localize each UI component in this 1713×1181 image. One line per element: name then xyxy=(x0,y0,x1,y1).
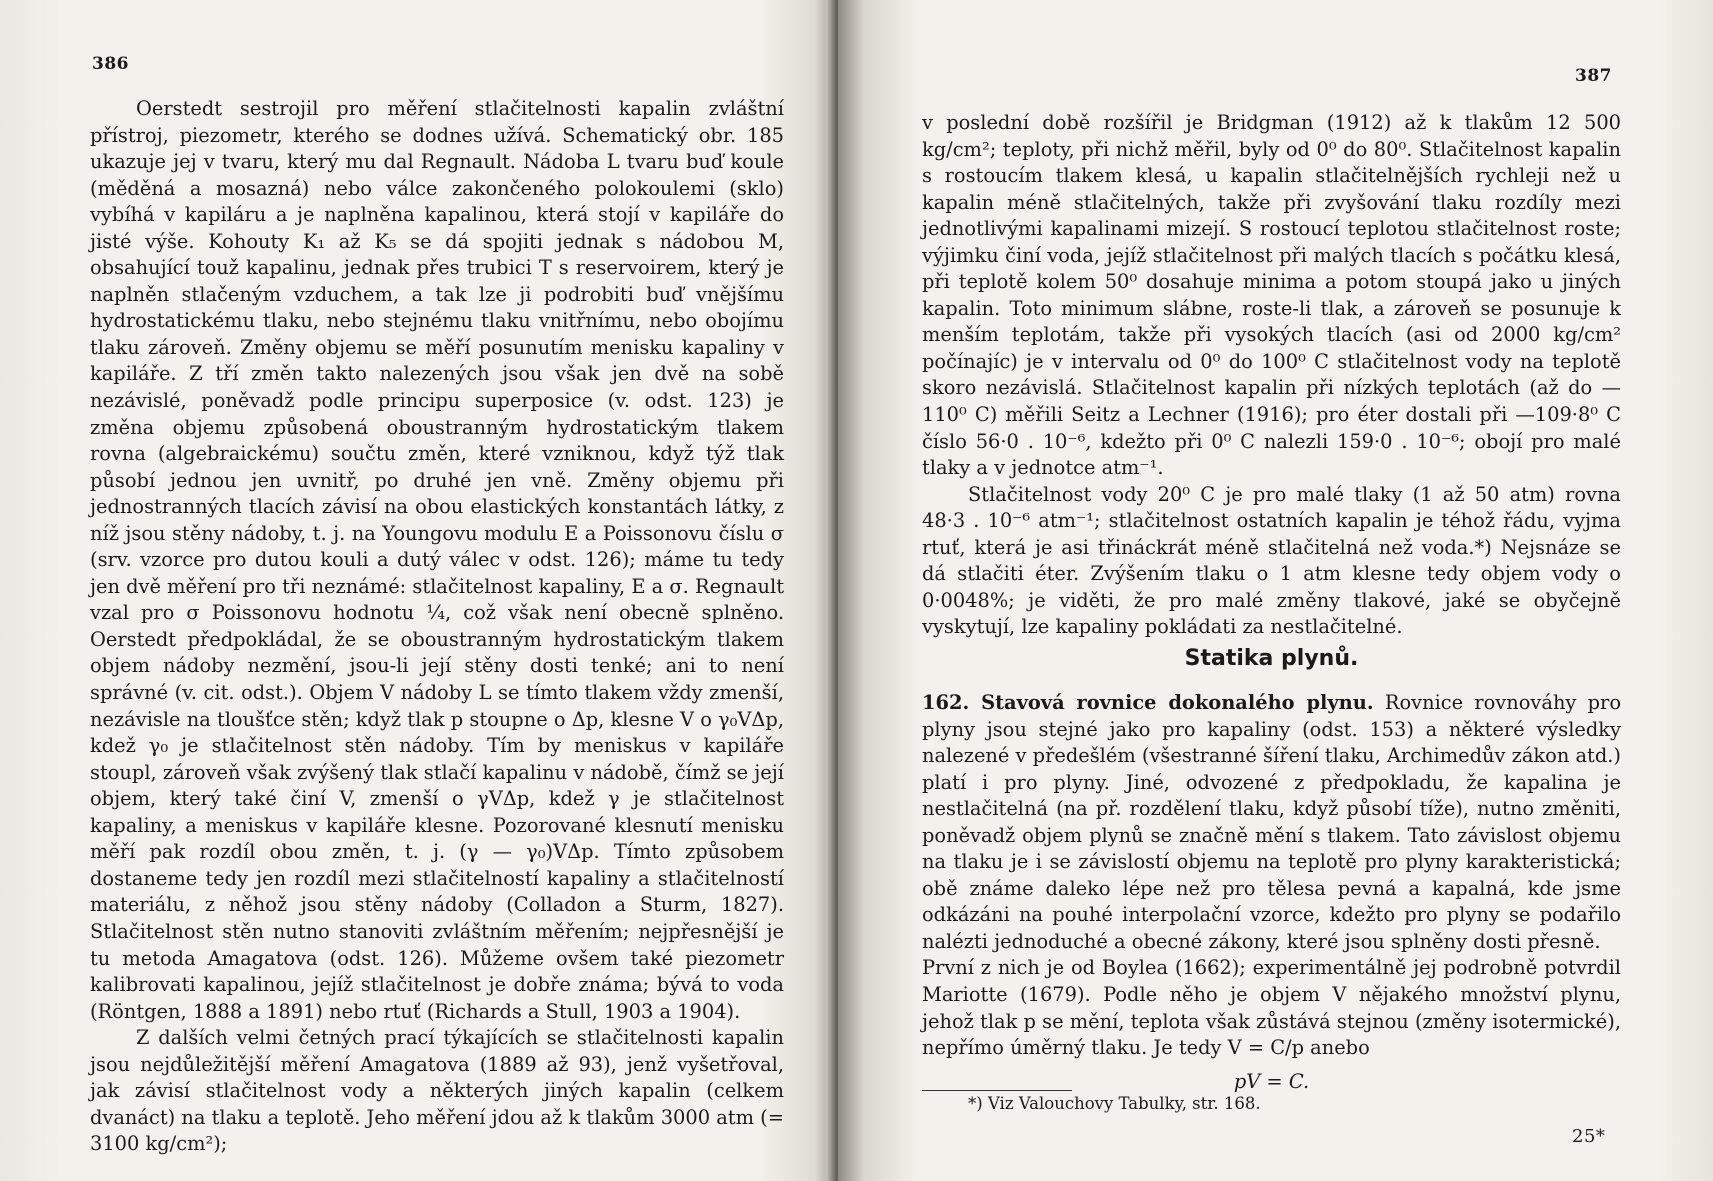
left-page xyxy=(0,0,838,1181)
right-page-body-top xyxy=(922,110,1621,641)
right-paragraph-3-text: Rovnice rovnováhy pro plyny jsou stejné jako pro kapaliny (odst. 153) a některé výsledky nalezené v předešlém (všestranné šíření tlaku, Archimedův zákon atd.) platí i pro plyny. Jiné, odvozené z předpokladu, že kapalina je nestlačitelná (na př. rozdělení tlaku, když působí tíže), nutno změniti, poněvadž objem plynů se značně mění s tlakem. Tato závislost objemu na tlaku je i se závislostí objemu na teplotě pro plyny karakteristická; obě známe daleko lépe než pro tělesa pevná a kapalná, kde jsme odkázáni na pouhé interpolační vzorce, kdežto pro plyny se podařilo nalézti jednoduché a obecné zákony, které jsou splněny dosti přesně. xyxy=(922,691,1621,953)
right-paragraph-2: Stlačitelnost vody 20⁰ C je pro malé tlaky (1 až 50 atm) rovna 48·3 . 10⁻⁶ atm⁻¹; stlačitelnost ostatních kapalin je téhož řádu, vyjma rtuť, která je asi třináckrát méně stlačitelná než voda.*) Nejsnáze se dá stlačiti éter. Zvýšením tlaku o 1 atm klesne tedy objem vody o 0·0048%; je viděti, že pro malé změny tlakové, jaké se obyčejně vyskytují, lze kapaliny pokládati za nestlačitelné. xyxy=(922,482,1621,639)
left-paragraph-1: Oerstedt sestrojil pro měření stlačitelnosti kapalin zvláštní přístroj, piezometr, kterého se dodnes užívá. Schematický obr. 185 ukazuje jej v tvaru, který mu dal Regnault. Nádoba L tvaru buď koule (měděná a mosazná) nebo válce zakončeného polokoulemi (sklo) vybíhá v kapiláru a je naplněna kapalinou, která stojí v kapiláře do jisté výše. Kohouty K₁ až K₅ se dá spojiti jednak s nádobou M, obsahující touž kapalinu, jednak přes trubici T s reservoirem, který je naplněn stlačeným vzduchem, a tak lze ji podrobiti buď vnějšímu hydrostatickému tlaku, nebo stejnému tlaku vnitřnímu, nebo obojímu tlaku zároveň. Změny objemu se měří posunutím menisku kapaliny v kapiláře. Z tří změn takto nalezených jsou však jen dvě na sobě nezávislé, poněvadž podle principu superposice (v. odst. 123) je změna objemu způsobená oboustranným hydrostatickým tlakem rovna (algebraickému) součtu změn, které vzniknou, když týž tlak působí jednou jen uvnitř, po druhé jen vně. Změny objemu při jednostranných tlacích závisí na obou elastických konstantách látky, z níž jsou stěny nádoby, t. j. na Youngovu modulu E a Poissonovu číslu σ (srv. vzorce pro dutou kouli a dutý válec v odst. 126); máme tu tedy jen dvě měření pro tři neznámé: stlačitelnost kapaliny, E a σ. Regnault vzal pro σ Poissonovu hodnotu ¼, což však není obecně splněno. Oerstedt předpokládal, že se oboustranným hydrostatickým tlakem objem nádoby nezmění, jsou-li její stěny dosti tenké; ani to není správné (v. cit. odst.). Objem V nádoby L se tímto tlakem vždy zmenší, nezávisle na tloušťce stěn; když tlak p stoupne o Δp, klesne V o γ₀VΔp, kdež γ₀ je stlačitelnost stěn nádoby. Tím by meniskus v kapiláře stoupl, zároveň však zvýšený tlak stlačí kapalinu v nádobě, čímž se její objem, který také činí V, zmenší o γVΔp, kdež γ je stlačitelnost kapaliny, a meniskus v kapiláře klesne. Pozorované klesnutí menisku měří pak rozdíl obou změn, t. j. (γ — γ₀)VΔp. Tímto způsobem dostaneme tedy jen rozdíl mezi stlačitelností kapaliny a stlačitelností materiálu, z něhož jsou stěny nádoby (Colladon a Sturm, 1827). Stlačitelnost stěn nutno stanoviti zvláštním měřením; nejpřesnější je tu metoda Amagatova (odst. 126). Můžeme ovšem také piezometr kalibrovati kapalinou, jejíž stlačitelnost je dobře známa; bývá to voda (Röntgen, 1888 a 1891) nebo rtuť (Richards a Stull, 1903 a 1904). xyxy=(90,97,784,1023)
right-paragraph-3 xyxy=(922,690,1621,955)
right-paragraph-1: v poslední době rozšířil je Bridgman (1912) až k tlakům 12 500 kg/cm²; teploty, při nichž měřil, byly od 0⁰ do 80⁰. Stlačitelnost kapalin s rostoucím tlakem klesá, u kapalin stlačitelnějších rychleji než u kapalin méně stlačitelných, takže při zvyšování tlaku rozdíly mezi jednotlivými kapalinami mizejí. S rostoucí teplotou stlačitelnost roste; výjimku činí voda, jejíž stlačitelnost při malých tlacích s počátku klesá, při teplotě kolem 50⁰ dosahuje minima a potom stoupá jako u jiných kapalin. Toto minimum slábne, roste-li tlak, a zároveň se posunuje k menším teplotám, takže při vysokých tlacích (asi od 2000 kg/cm² počínajíc) je v intervalu od 0⁰ do 100⁰ C stlačitelnost vody na teplotě skoro nezávislá. Stlačitelnost kapalin při nízkých teplotách (až do —110⁰ C) měřili Seitz a Lechner (1916); pro éter dostali při —109·8⁰ C číslo 56·0 . 10⁻⁶, kdežto při 0⁰ C nalezli 159·0 . 10⁻⁶; obojí pro malé tlaky a v jednotce atm⁻¹. xyxy=(922,111,1621,480)
footnote-rule xyxy=(922,1090,1072,1091)
section-title: Statika plynů. xyxy=(1184,646,1359,671)
signature-mark: 25* xyxy=(1572,1126,1606,1147)
left-paragraph-2: Z dalších velmi četných prací týkajících se stlačitelnosti kapalin jsou nejdůležitější měření Amagatova (1889 až 93), jenž vyšetřoval, jak závisí stlačitelnost vody a některých jiných kapalin (celkem dvanáct) na tlaku a teplotě. Jeho měření jdou až k tlakům 3000 atm (= 3100 kg/cm²); xyxy=(90,1026,784,1156)
paragraph-heading: 162. Stavová rovnice dokonalého plynu. xyxy=(922,691,1374,714)
right-page-body-bottom xyxy=(922,690,1621,1062)
left-page-body xyxy=(90,96,784,1158)
formula: pV = C. xyxy=(1233,1070,1310,1093)
footnote: *) Viz Valouchovy Tabulky, str. 168. xyxy=(968,1094,1261,1113)
page-number-left: 386 xyxy=(92,54,129,74)
page-number-right: 387 xyxy=(1575,66,1612,86)
right-paragraph-4: První z nich je od Boylea (1662); experimentálně jej podrobně potvrdil Mariotte (1679). Podle něho je objem V nějakého množství plynu, jehož tlak p se mění, teplota však zůstává stejnou (změny isotermické), nepřímo úměrný tlaku. Je tedy V = C/p anebo xyxy=(922,956,1621,1060)
